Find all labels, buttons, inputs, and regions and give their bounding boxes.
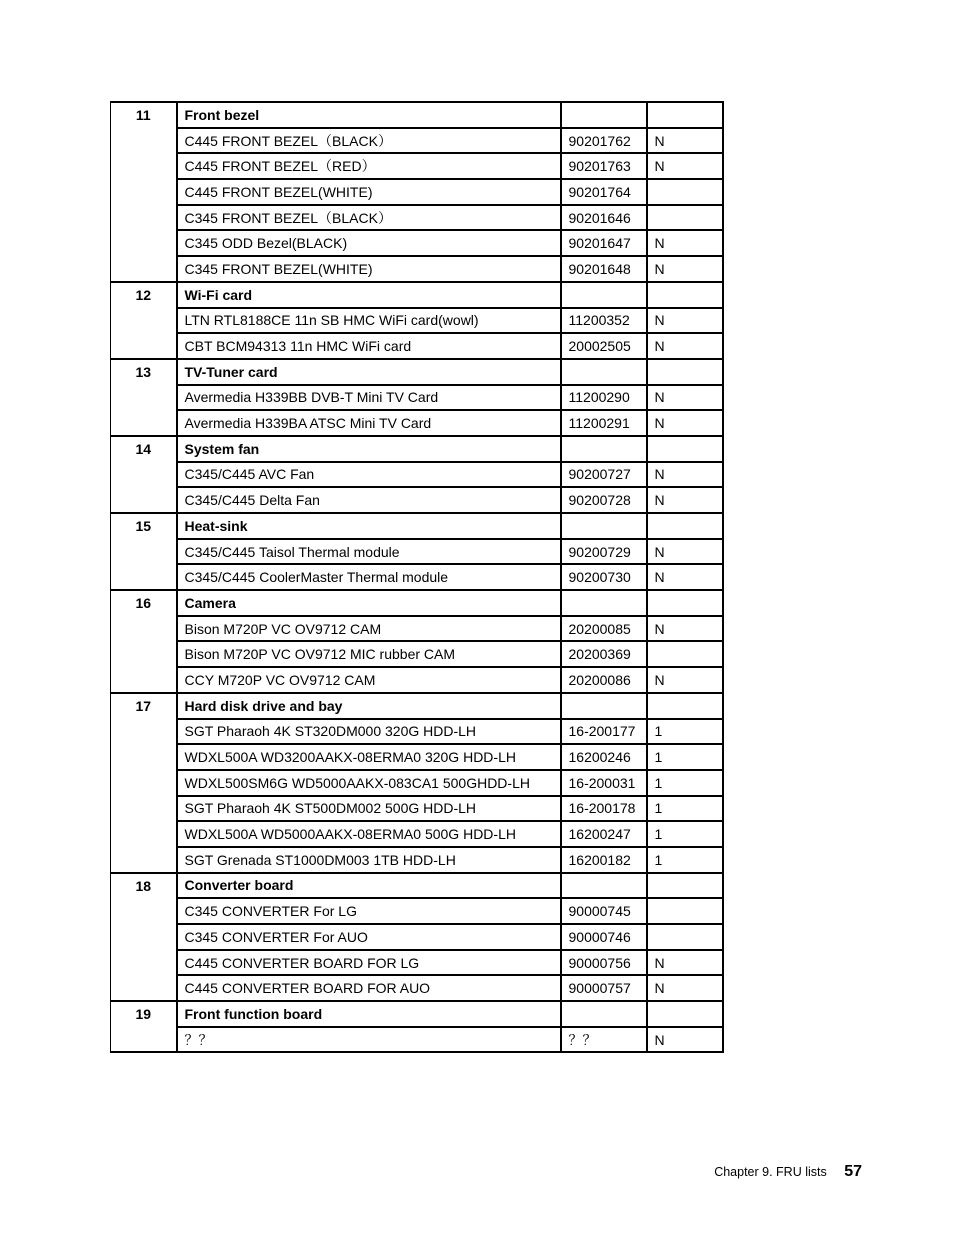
table-row xyxy=(111,179,723,205)
part-description: Bison M720P VC OV9712 MIC rubber CAM xyxy=(177,641,561,667)
part-number: 16200246 xyxy=(561,744,647,770)
group-header-row xyxy=(111,359,723,385)
part-number: 90200729 xyxy=(561,539,647,565)
table-row xyxy=(111,539,723,565)
part-number: 90201762 xyxy=(561,128,647,154)
group-header-row xyxy=(111,513,723,539)
part-description: SGT Pharaoh 4K ST320DM000 320G HDD-LH xyxy=(177,719,561,745)
part-number: 20200086 xyxy=(561,667,647,693)
part-number: 90201764 xyxy=(561,179,647,205)
part-description: C445 FRONT BEZEL（RED） xyxy=(177,153,561,179)
part-number: 20002505 xyxy=(561,333,647,359)
cru-id: N xyxy=(647,539,723,565)
table-row xyxy=(111,564,723,590)
group-number: 11 xyxy=(111,102,177,282)
fru-table-body xyxy=(111,102,723,1052)
group-number: 17 xyxy=(111,693,177,873)
part-description: ？？ xyxy=(177,1027,561,1053)
part-description: Avermedia H339BB DVB-T Mini TV Card xyxy=(177,385,561,411)
cru-id: 1 xyxy=(647,847,723,873)
part-number: 90200728 xyxy=(561,487,647,513)
part-number: 90000745 xyxy=(561,898,647,924)
empty-cell xyxy=(561,590,647,616)
empty-cell xyxy=(561,513,647,539)
empty-cell xyxy=(647,282,723,308)
empty-cell xyxy=(647,102,723,128)
cru-id xyxy=(647,179,723,205)
part-number: 90201648 xyxy=(561,256,647,282)
cru-id: 1 xyxy=(647,744,723,770)
part-description: Avermedia H339BA ATSC Mini TV Card xyxy=(177,410,561,436)
cru-id: N xyxy=(647,410,723,436)
group-number: 19 xyxy=(111,1001,177,1052)
part-number: 90201646 xyxy=(561,205,647,231)
empty-cell xyxy=(647,436,723,462)
cru-id: N xyxy=(647,230,723,256)
table-row xyxy=(111,1027,723,1053)
part-description: C345 CONVERTER For AUO xyxy=(177,924,561,950)
cru-id: 1 xyxy=(647,821,723,847)
part-description: C345/C445 Delta Fan xyxy=(177,487,561,513)
part-number: 90200727 xyxy=(561,462,647,488)
cru-id: N xyxy=(647,564,723,590)
group-number: 15 xyxy=(111,513,177,590)
part-description: C345 FRONT BEZEL（BLACK） xyxy=(177,205,561,231)
part-number: 20200369 xyxy=(561,641,647,667)
part-description: C345/C445 Taisol Thermal module xyxy=(177,539,561,565)
table-row xyxy=(111,308,723,334)
table-row xyxy=(111,821,723,847)
cru-id: N xyxy=(647,153,723,179)
part-description: LTN RTL8188CE 11n SB HMC WiFi card(wowl) xyxy=(177,308,561,334)
empty-cell xyxy=(647,873,723,899)
part-number: 90000756 xyxy=(561,950,647,976)
empty-cell xyxy=(561,1001,647,1027)
cru-id: N xyxy=(647,950,723,976)
part-number: ？？ xyxy=(561,1027,647,1053)
part-number: 11200290 xyxy=(561,385,647,411)
cru-id: 1 xyxy=(647,719,723,745)
cru-id: 1 xyxy=(647,796,723,822)
part-description: C345 FRONT BEZEL(WHITE) xyxy=(177,256,561,282)
part-description: C345 CONVERTER For LG xyxy=(177,898,561,924)
cru-id: N xyxy=(647,667,723,693)
table-row xyxy=(111,462,723,488)
part-number: 90000746 xyxy=(561,924,647,950)
table-row xyxy=(111,667,723,693)
empty-cell xyxy=(647,1001,723,1027)
group-title: Front function board xyxy=(177,1001,561,1027)
part-description: SGT Pharaoh 4K ST500DM002 500G HDD-LH xyxy=(177,796,561,822)
table-row xyxy=(111,616,723,642)
empty-cell xyxy=(561,359,647,385)
cru-id: N xyxy=(647,1027,723,1053)
group-header-row xyxy=(111,282,723,308)
group-title: Front bezel xyxy=(177,102,561,128)
fru-table xyxy=(110,101,724,1053)
part-description: SGT Grenada ST1000DM003 1TB HDD-LH xyxy=(177,847,561,873)
group-title: Camera xyxy=(177,590,561,616)
cru-id: N xyxy=(647,975,723,1001)
group-number: 18 xyxy=(111,873,177,1001)
group-title: System fan xyxy=(177,436,561,462)
table-row xyxy=(111,796,723,822)
table-row xyxy=(111,410,723,436)
part-description: C345/C445 AVC Fan xyxy=(177,462,561,488)
group-title: Hard disk drive and bay xyxy=(177,693,561,719)
part-number: 16-200031 xyxy=(561,770,647,796)
cru-id: N xyxy=(647,616,723,642)
group-title: Converter board xyxy=(177,873,561,899)
part-number: 90200730 xyxy=(561,564,647,590)
cru-id: N xyxy=(647,333,723,359)
table-row xyxy=(111,333,723,359)
group-number: 14 xyxy=(111,436,177,513)
page-footer xyxy=(0,1163,862,1181)
group-number: 16 xyxy=(111,590,177,693)
table-row xyxy=(111,128,723,154)
table-row xyxy=(111,950,723,976)
table-row xyxy=(111,770,723,796)
chapter-title: Chapter 9. FRU lists xyxy=(714,1165,827,1179)
cru-id: N xyxy=(647,487,723,513)
table-row xyxy=(111,744,723,770)
part-description: Bison M720P VC OV9712 CAM xyxy=(177,616,561,642)
table-row xyxy=(111,153,723,179)
part-description: WDXL500A WD3200AAKX-08ERMA0 320G HDD-LH xyxy=(177,744,561,770)
cru-id: N xyxy=(647,256,723,282)
table-row xyxy=(111,205,723,231)
table-row xyxy=(111,641,723,667)
table-row xyxy=(111,487,723,513)
empty-cell xyxy=(647,513,723,539)
part-description: CCY M720P VC OV9712 CAM xyxy=(177,667,561,693)
part-number: 16200182 xyxy=(561,847,647,873)
part-description: WDXL500SM6G WD5000AAKX-083CA1 500GHDD-LH xyxy=(177,770,561,796)
group-header-row xyxy=(111,873,723,899)
cru-id xyxy=(647,898,723,924)
group-number: 13 xyxy=(111,359,177,436)
group-title: TV-Tuner card xyxy=(177,359,561,385)
table-row xyxy=(111,719,723,745)
part-number: 20200085 xyxy=(561,616,647,642)
group-header-row xyxy=(111,590,723,616)
part-number: 16-200178 xyxy=(561,796,647,822)
table-row xyxy=(111,385,723,411)
cru-id xyxy=(647,205,723,231)
table-row xyxy=(111,230,723,256)
empty-cell xyxy=(561,693,647,719)
group-title: Heat-sink xyxy=(177,513,561,539)
cru-id: N xyxy=(647,462,723,488)
cru-id: N xyxy=(647,308,723,334)
table-row xyxy=(111,847,723,873)
empty-cell xyxy=(647,693,723,719)
part-number: 11200352 xyxy=(561,308,647,334)
cru-id: N xyxy=(647,128,723,154)
cru-id xyxy=(647,641,723,667)
part-description: CBT BCM94313 11n HMC WiFi card xyxy=(177,333,561,359)
part-number: 16-200177 xyxy=(561,719,647,745)
group-header-row xyxy=(111,102,723,128)
table-row xyxy=(111,256,723,282)
group-number: 12 xyxy=(111,282,177,359)
group-header-row xyxy=(111,436,723,462)
empty-cell xyxy=(561,102,647,128)
group-header-row xyxy=(111,693,723,719)
page-number: 57 xyxy=(844,1163,862,1180)
empty-cell xyxy=(561,436,647,462)
part-description: C445 CONVERTER BOARD FOR AUO xyxy=(177,975,561,1001)
table-row xyxy=(111,898,723,924)
cru-id: 1 xyxy=(647,770,723,796)
empty-cell xyxy=(647,590,723,616)
part-description: C345 ODD Bezel(BLACK) xyxy=(177,230,561,256)
part-number: 11200291 xyxy=(561,410,647,436)
cru-id xyxy=(647,924,723,950)
group-header-row xyxy=(111,1001,723,1027)
empty-cell xyxy=(647,359,723,385)
part-number: 16200247 xyxy=(561,821,647,847)
part-description: C445 CONVERTER BOARD FOR LG xyxy=(177,950,561,976)
table-row xyxy=(111,975,723,1001)
part-description: WDXL500A WD5000AAKX-08ERMA0 500G HDD-LH xyxy=(177,821,561,847)
part-description: C445 FRONT BEZEL（BLACK） xyxy=(177,128,561,154)
cru-id: N xyxy=(647,385,723,411)
part-number: 90201647 xyxy=(561,230,647,256)
part-number: 90000757 xyxy=(561,975,647,1001)
part-description: C345/C445 CoolerMaster Thermal module xyxy=(177,564,561,590)
group-title: Wi-Fi card xyxy=(177,282,561,308)
part-description: C445 FRONT BEZEL(WHITE) xyxy=(177,179,561,205)
empty-cell xyxy=(561,282,647,308)
empty-cell xyxy=(561,873,647,899)
part-number: 90201763 xyxy=(561,153,647,179)
table-row xyxy=(111,924,723,950)
